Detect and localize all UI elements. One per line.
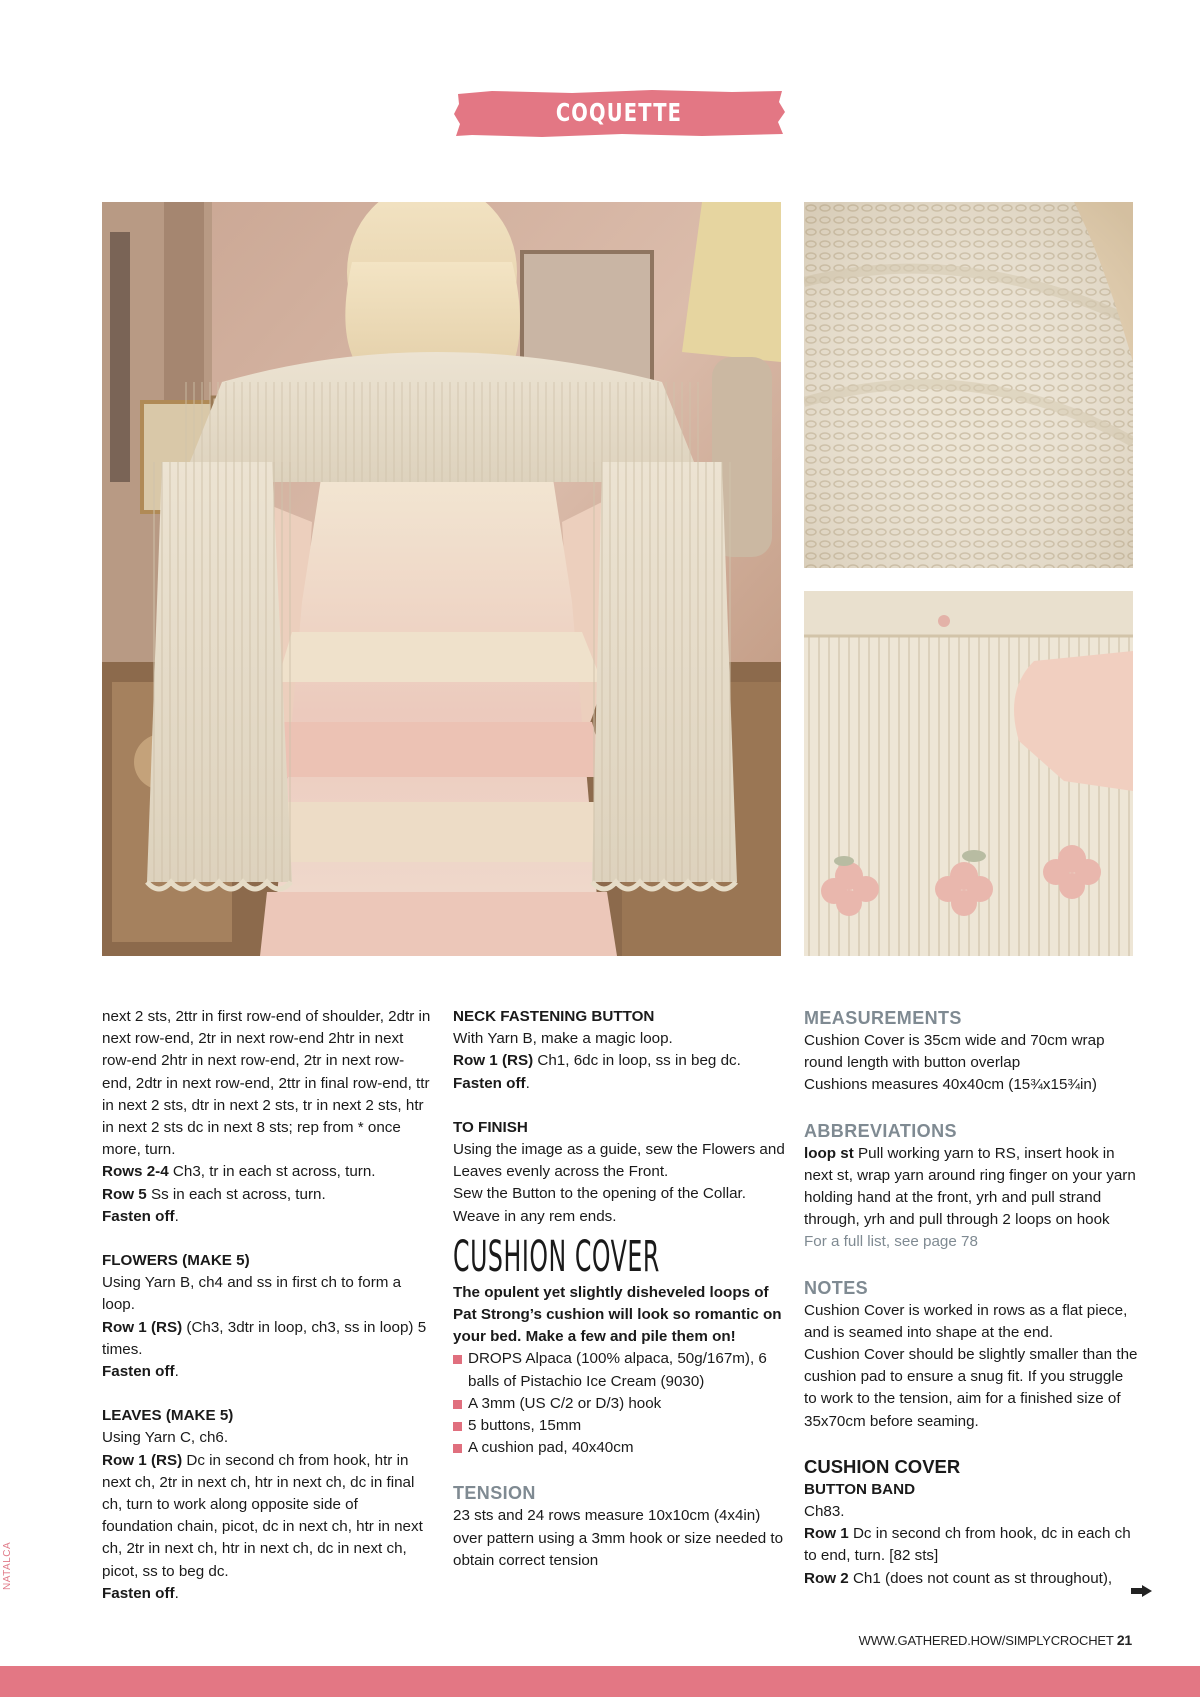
list-item: DROPS Alpaca (100% alpaca, 50g/167m), 6 balls of Pistachio Ice Cream (9030) [453, 1348, 788, 1392]
button-heading: NECK FASTENING BUTTON [453, 1008, 655, 1025]
measurements-text: Cushions measures 40x40cm (15¾x15¾in) [804, 1076, 1097, 1094]
finish-paragraph: Using the image as a guide, sew the Flowers and Leaves evenly across the Front. [453, 1141, 785, 1181]
abbreviations-heading: ABBREVIATIONS [804, 1120, 957, 1141]
row-label: Row 5 [102, 1185, 147, 1203]
fasten-off-text: Fasten off [102, 1207, 175, 1225]
leaves-heading: LEAVES (MAKE 5) [102, 1407, 234, 1425]
footer-url-text: WWW.GATHERED.HOW/SIMPLYCROCHET [858, 1633, 1114, 1648]
fasten-off-line: Fasten off. [102, 1584, 179, 1602]
fasten-off-text: Fasten off [102, 1584, 175, 1602]
tension-text: 23 sts and 24 rows measure 10x10cm (4x4in) over pattern using a 3mm hook or size needed to obtain correct tension [453, 1507, 784, 1569]
finish-heading: TO FINISH [453, 1118, 528, 1136]
cushion-cover-heading: CUSHION COVER [804, 1455, 961, 1477]
banner-title: COQUETTE COLLECTION [544, 98, 694, 177]
leaves-intro: Using Yarn C, ch6. [102, 1429, 229, 1447]
abbreviation-term: loop st [804, 1144, 854, 1162]
fasten-off-text: Fasten off [102, 1363, 175, 1381]
finish-paragraph: Weave in any rem ends. [453, 1207, 617, 1225]
stitch-texture-illustration [804, 202, 1133, 568]
fasten-off-line: Fasten off. [453, 1074, 530, 1092]
materials-list [453, 1348, 788, 1459]
notes-text: Cushion Cover should be slightly smaller than the cushion pad to ensure a snug fit. If you struggle to work to the tension, aim for a finished size of 35x70cm before seaming. [804, 1346, 1138, 1430]
page-number: 21 [1116, 1632, 1132, 1648]
pattern-row [804, 1523, 1139, 1567]
row-text: Dc in second ch from hook, dc in each ch to end, turn. [82 sts] [804, 1525, 1131, 1565]
pointing-hand-icon [1130, 1583, 1154, 1599]
row-text: Ch3, tr in each st across, turn. [168, 1163, 376, 1181]
row-label: Row 1 [804, 1525, 849, 1543]
photo-credit: NATALCA [2, 1541, 13, 1590]
detail-photo-cushion [804, 591, 1133, 956]
text-column-2 [453, 1006, 788, 1572]
fasten-off-text: Fasten off [453, 1074, 526, 1092]
notes-heading: NOTES [804, 1277, 869, 1298]
text-column-1 [102, 1006, 432, 1605]
measurements-text: Cushion Cover is 35cm wide and 70cm wrap round length with button overlap [804, 1032, 1105, 1072]
abbreviation-entry [804, 1143, 1139, 1232]
pattern-row [102, 1161, 432, 1183]
footer-bar [0, 1666, 1200, 1697]
main-photo-illustration [102, 202, 781, 956]
flowers-intro: Using Yarn B, ch4 and ss in first ch to form a loop. [102, 1274, 402, 1314]
text-column-3 [804, 1006, 1139, 1590]
cushion-intro: The opulent yet slightly disheveled loops of Pat Strong’s cushion will look so romantic on your bed. Make a few and pile them on! [453, 1283, 782, 1346]
row-text: Ch1 (does not count as st throughout), [848, 1569, 1113, 1587]
list-item: A 3mm (US C/2 or D/3) hook [453, 1393, 788, 1415]
row-label: Rows 2-4 [102, 1163, 169, 1181]
row-text: Ch1, 6dc in loop, ss in beg dc. [533, 1052, 741, 1070]
abbreviation-definition: Pull working yarn to RS, insert hook in next st, wrap yarn around ring finger on your yarn holding hand at the front, yrh and pull strand through, yrh and pull through 2 loops on hook [804, 1144, 1136, 1229]
row-label: Row 1 (RS) [102, 1451, 183, 1469]
finish-paragraph: Sew the Button to the opening of the Collar. [453, 1185, 746, 1203]
full-list-reference: For a full list, see page 78 [804, 1233, 978, 1251]
flowers-heading: FLOWERS (MAKE 5) [102, 1252, 250, 1270]
row-text: (Ch3, 3dtr in loop, ch3, ss in loop) 5 times. [102, 1318, 427, 1358]
row-text: Dc in second ch from hook, htr in next ch, 2tr in next ch, htr in next ch, dc in final ch, turn to work along opposite side of foundation chain, picot, dc in next ch, htr in next ch, 2tr in next ch, htr in next ch, dc in next ch, picot, ss to beg dc. [102, 1451, 423, 1580]
measurements-heading: MEASUREMENTS [804, 1008, 962, 1028]
notes-text: Cushion Cover is worked in rows as a flat piece, and is seamed into shape at the end. [804, 1301, 1128, 1341]
list-item: 5 buttons, 15mm [453, 1415, 788, 1437]
row-text: Ss in each st across, turn. [146, 1185, 326, 1203]
row-label: Row 2 [804, 1569, 849, 1587]
fasten-off-line: Fasten off. [102, 1363, 179, 1381]
pattern-row [102, 1317, 432, 1361]
cushion-illustration [804, 591, 1133, 956]
pattern-row [102, 1450, 432, 1583]
fasten-off-line: Fasten off. [102, 1207, 179, 1225]
pattern-continuation: next 2 sts, 2ttr in first row-end of shoulder, 2dtr in next row-end, 2tr in next row-end 2htr in next row-end 2htr in next row-end, 2tr in next row-end, 2dtr in next row-end, 2ttr in final row-end, ttr in next 2 sts, dtr in next 2 sts, tr in next 2 sts, htr in next 2 sts dc in next 8 sts; rep from * once more, turn. [102, 1008, 431, 1159]
row-label: Row 1 (RS) [102, 1318, 183, 1336]
cushion-cover-title: CUSHION COVER [453, 1231, 660, 1282]
section-banner [452, 88, 786, 177]
button-intro: With Yarn B, make a magic loop. [453, 1030, 673, 1048]
button-band-heading: BUTTON BAND [804, 1480, 916, 1498]
row-label: Row 1 (RS) [453, 1052, 534, 1070]
band-chain: Ch83. [804, 1503, 845, 1521]
detail-photo-stitch-texture [804, 202, 1133, 568]
pattern-row [453, 1050, 788, 1072]
pattern-row [804, 1568, 1139, 1590]
footer-website [859, 1632, 1132, 1648]
main-photo [102, 202, 781, 956]
tension-heading: TENSION [453, 1483, 536, 1504]
list-item: A cushion pad, 40x40cm [453, 1437, 788, 1459]
pattern-row [102, 1184, 432, 1206]
